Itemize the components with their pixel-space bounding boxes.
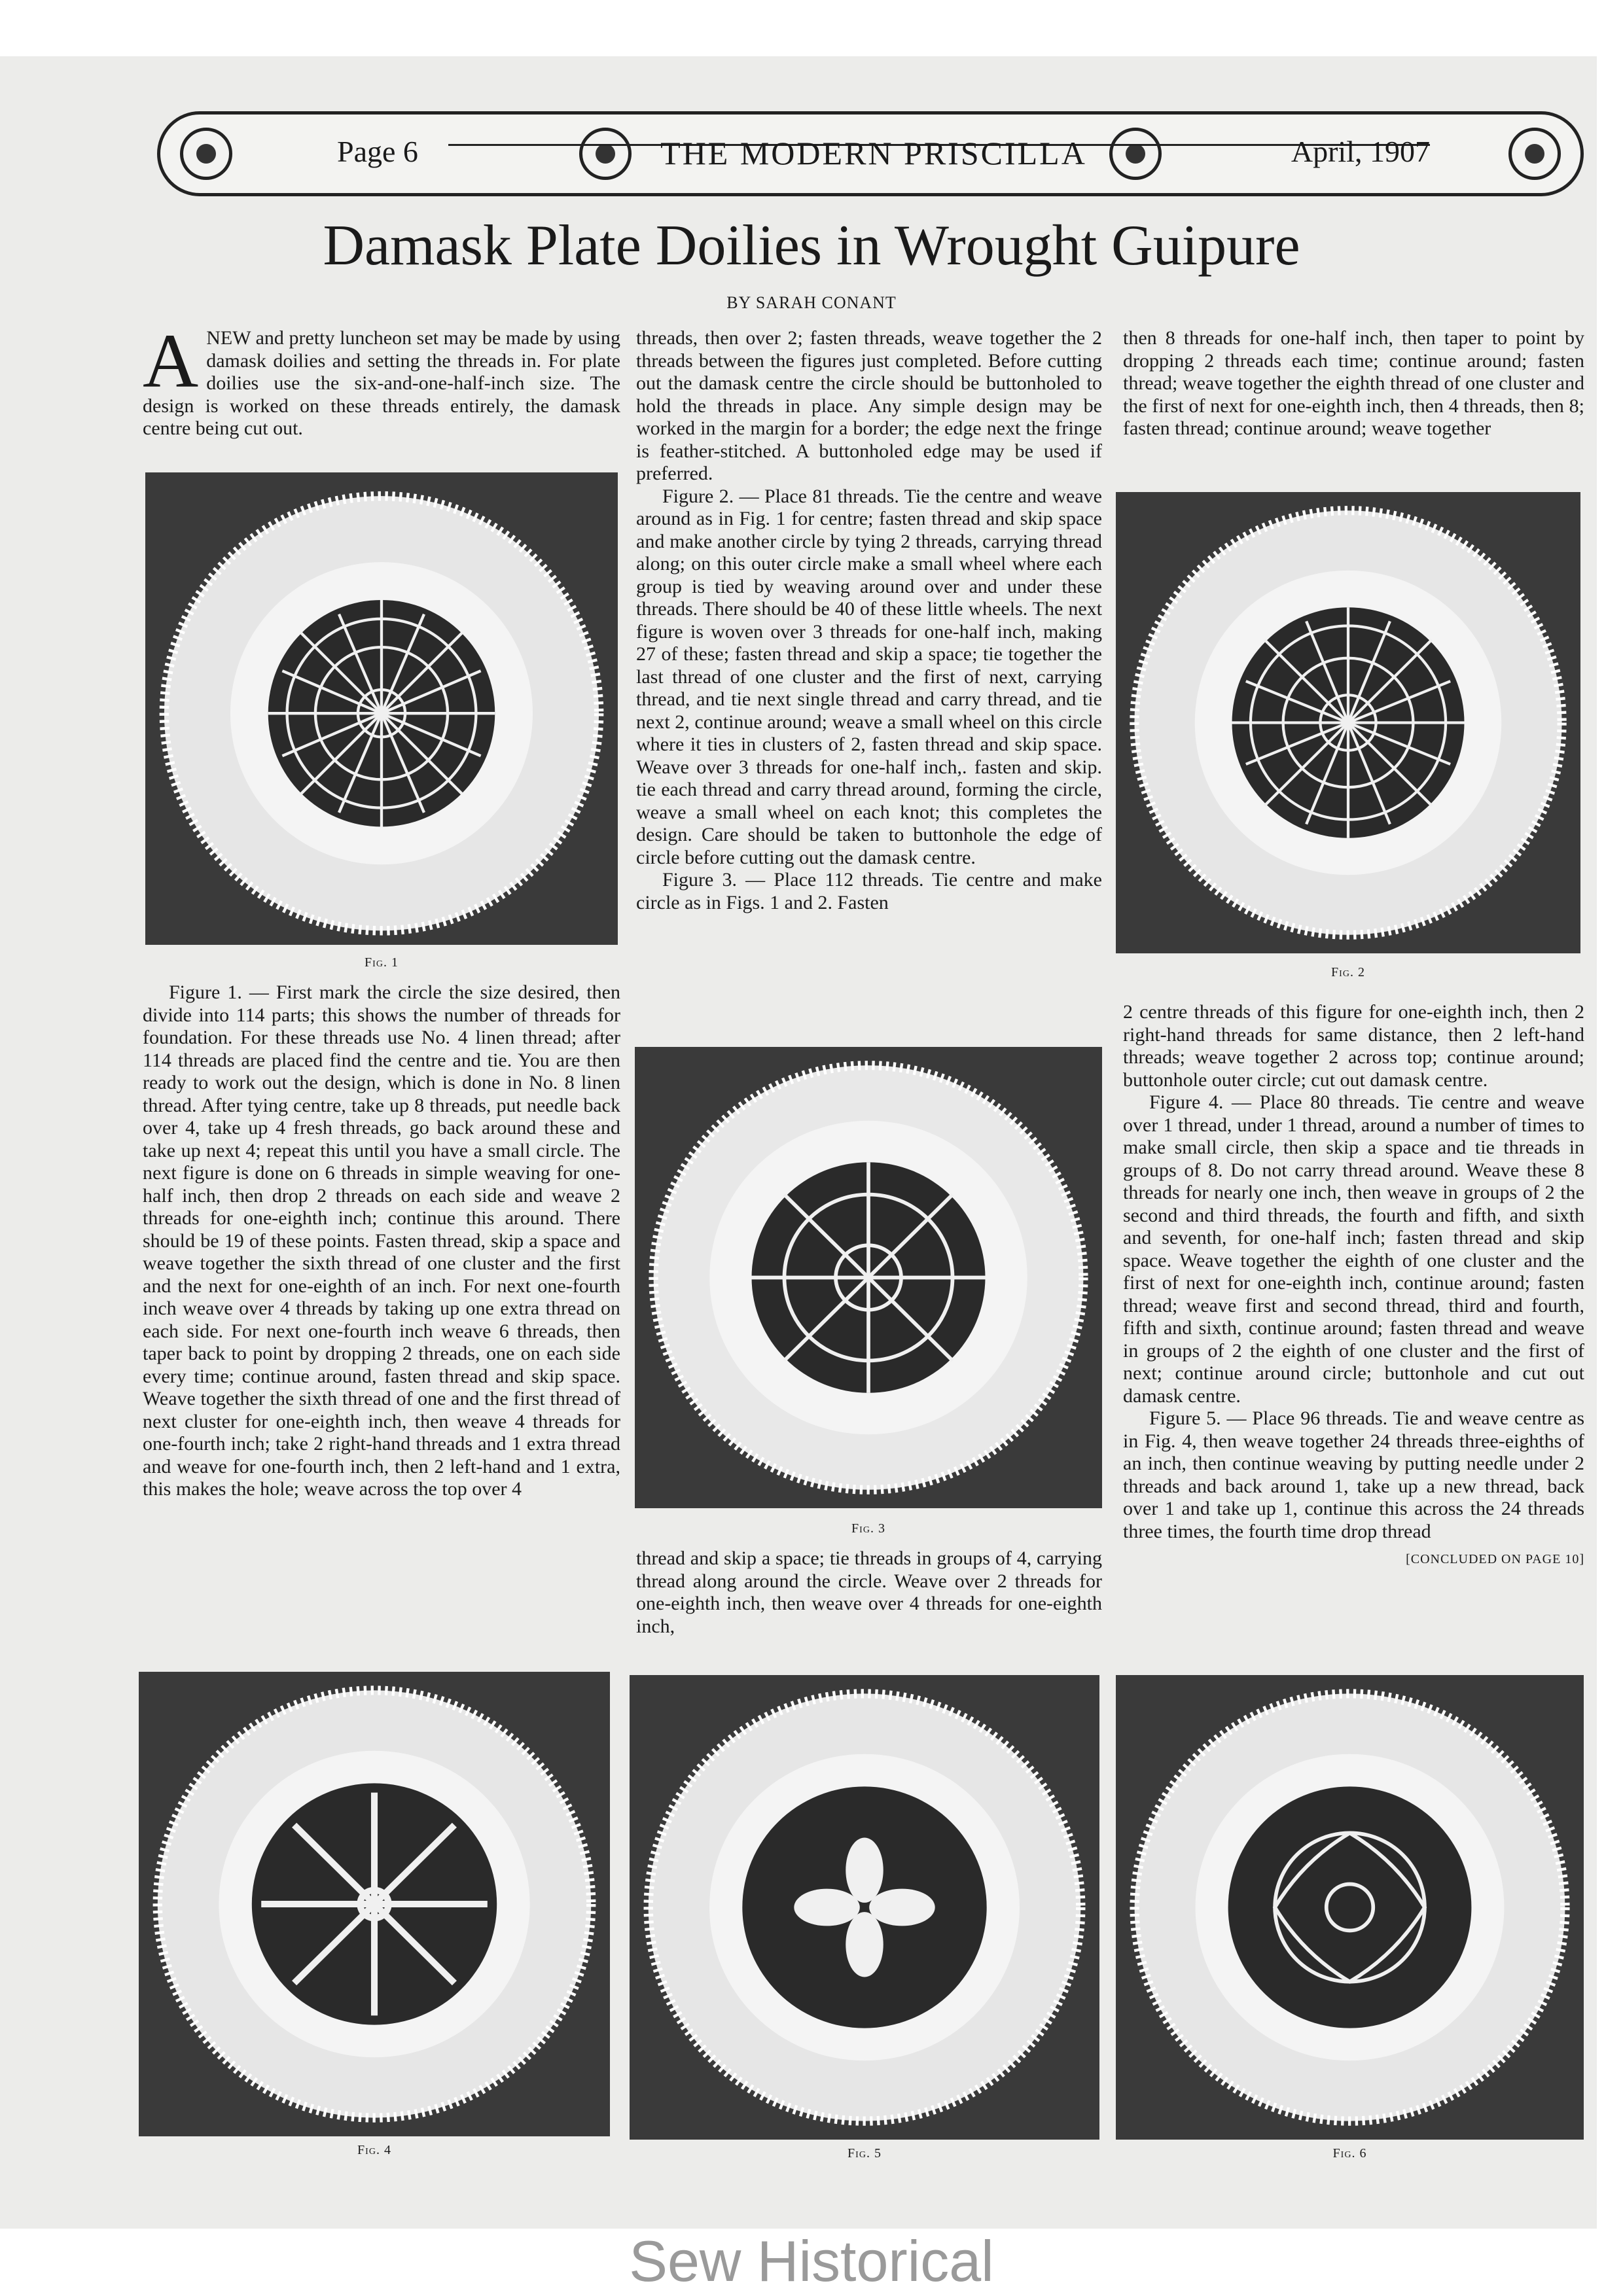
figure-5-text: Figure 5. — Place 96 threads. Tie and weave centre as in Fig. 4, then weave together 24 threads three-eighths of an inch, then continue weaving by putting needle under 2 threads and back around 1, take up a new thread, back over 1 and take up 1, continue this across the 24 threads three times, the fourth time drop thread	[1123, 1407, 1584, 1542]
col2-bottom-text: thread and skip a space; tie threads in groups of 4, carrying thread along around the circle. Weave over 2 threads for one-eighth inch, then weave over 4 threads for one-eighth inch,	[636, 1547, 1102, 1637]
column-3-lower	[1123, 1001, 1584, 1636]
figure-3-photo	[635, 1047, 1102, 1508]
column-3-upper	[1123, 327, 1584, 481]
figure-6-photo	[1116, 1675, 1584, 2140]
figure-2-caption: Fig. 2	[1331, 965, 1365, 980]
col3-top-text: then 8 threads for one-half inch, then taper to point by dropping 2 threads each time; continue around; fasten thread; weave together the eighth thread of one cluster and the first of next for one-eighth inch, then 4 threads, then 8; fasten thread; continue around; weave together	[1123, 327, 1584, 439]
page-header-banner	[157, 111, 1584, 196]
figure-2-text: Figure 2. — Place 81 threads. Tie the centre and weave around as in Fig. 1 for centre; fasten thread and skip space and make another circle by tying 2 threads, carrying thread along; on this outer circle make a small wheel where each group is tied by weaving around over and under these threads. There should be 40 of these little wheels. The next figure is woven over 3 threads for one-half inch, making 27 of these; fasten thread and skip a space; tie together the last thread of one cluster and the first of next, carrying thread, and tie next single thread and carry thread, and tie next 2, continue around; weave a small wheel on this circle where it ties in clusters of 2, fasten thread and skip space. Weave over 3 threads for one-half inch,. fasten and skip. tie each thread and carry thread around, forming the circle, weave a small wheel on each knot; this completes the design. Care should be taken to buttonhole the edge of circle before cutting out the damask centre.	[636, 485, 1102, 868]
figure-2-photo	[1116, 492, 1580, 953]
figure-4-photo	[139, 1672, 610, 2136]
article-title: Damask Plate Doilies in Wrought Guipure	[323, 214, 1300, 277]
doily-image-3	[635, 1047, 1102, 1508]
issue-date: April, 1907	[1291, 135, 1430, 168]
watermark-text: Sew Historical	[629, 2229, 994, 2293]
figure-4-caption: Fig. 4	[357, 2143, 391, 2157]
figure-5-caption: Fig. 5	[847, 2146, 882, 2161]
article-byline: BY SARAH CONANT	[726, 293, 897, 312]
doily-image-4	[139, 1672, 610, 2136]
figure-1-photo	[145, 472, 618, 945]
doily-image-2	[1116, 492, 1580, 953]
figure-4-text: Figure 4. — Place 80 threads. Tie centre and weave over 1 thread, under 1 thread, around a number of times to make small circle, then skip a space and tie threads in groups of 8. Do not carry thread around. Weave these 8 threads for nearly one inch, then weave in groups of 2 the second and third threads, the fourth and fifth, and sixth and seventh, for one-half inch; fasten thread and skip space. Weave together the eighth of one cluster and the first of next for one-eighth inch, continue around; fasten thread; weave first and second thread, third and fourth, fifth and sixth, continue around; fasten thread and weave in groups of 2 the eighth of one cluster and the first of next; continue around circle; buttonhole and cut out damask centre.	[1123, 1091, 1584, 1407]
figure-5-photo	[630, 1675, 1099, 2140]
drop-cap: A	[143, 327, 199, 404]
doily-image-5	[630, 1675, 1099, 2140]
doily-image-6	[1116, 1675, 1584, 2140]
continued-note: [CONCLUDED ON PAGE 10]	[1406, 1552, 1584, 1566]
intro-paragraph	[143, 327, 620, 458]
column-2-lower	[636, 1547, 1102, 1652]
page-number: Page 6	[337, 135, 418, 168]
figure-6-caption: Fig. 6	[1332, 2146, 1367, 2161]
figure-3-caption: Fig. 3	[851, 1521, 885, 1536]
figure-3-text: Figure 3. — Place 112 threads. Tie centre and make circle as in Figs. 1 and 2. Fasten	[636, 869, 1102, 913]
magazine-title: THE MODERN PRISCILLA	[660, 135, 1087, 171]
figure-1-caption: Fig. 1	[365, 955, 399, 970]
intro-text: NEW and pretty luncheon set may be made by using damask doilies and setting the threads in. For plate doilies use the six-and-one-half-inch size. The design is worked on these threads entirely, the damask centre being cut out.	[143, 327, 620, 439]
col2-intro-text: threads, then over 2; fasten threads, weave together the 2 threads between the figures just completed. Before cutting out the damask centre the circle should be buttonholed to hold the threads in place. Any simple design may be worked in the margin for a border; the edge next the fringe is feather-stitched. A buttonholed edge may be used if preferred.	[636, 327, 1102, 484]
doily-image-1	[145, 472, 618, 945]
column-2-upper	[636, 327, 1102, 981]
col3-mid-text: 2 centre threads of this figure for one-eighth inch, then 2 right-hand threads for same distance, then 2 left-hand threads; weave together 2 across top; continue around; buttonhole outer circle; cut out damask centre.	[1123, 1001, 1584, 1091]
figure-1-text: Figure 1. — First mark the circle the size desired, then divide into 114 parts; this shows the number of threads for foundation. For these threads use No. 4 linen thread; after 114 threads are placed find the centre and tie. You are then ready to work out the design, which is done in No. 8 linen thread. After tying centre, take up 8 threads, put needle back over 4, take up 4 fresh threads, go back around these and take up next 4; repeat this until you have a small circle. The next figure is done on 6 threads in simple weaving for one-half inch, then drop 2 threads on each side and weave 2 threads for one-eighth inch; continue this around. There should be 19 of these points. Fasten thread, skip a space and weave together the sixth thread of one cluster and the first and the next for one-eighth of an inch. For next one-fourth inch weave over 4 threads by taking up one extra thread on each side. For next one-fourth inch weave 6 threads, then taper back to point by dropping 2 threads, one on each side every time; continue around, fasten thread and skip space. Weave together the sixth thread of one and the first thread of next cluster for one-eighth inch, then weave 4 threads for one-fourth inch; take 2 right-hand threads and 1 extra thread and weave for one-fourth inch, then 2 left-hand and 1 extra, this makes the hole; weave across the top over 4	[143, 981, 620, 1500]
figure-1-instructions	[143, 981, 620, 1649]
